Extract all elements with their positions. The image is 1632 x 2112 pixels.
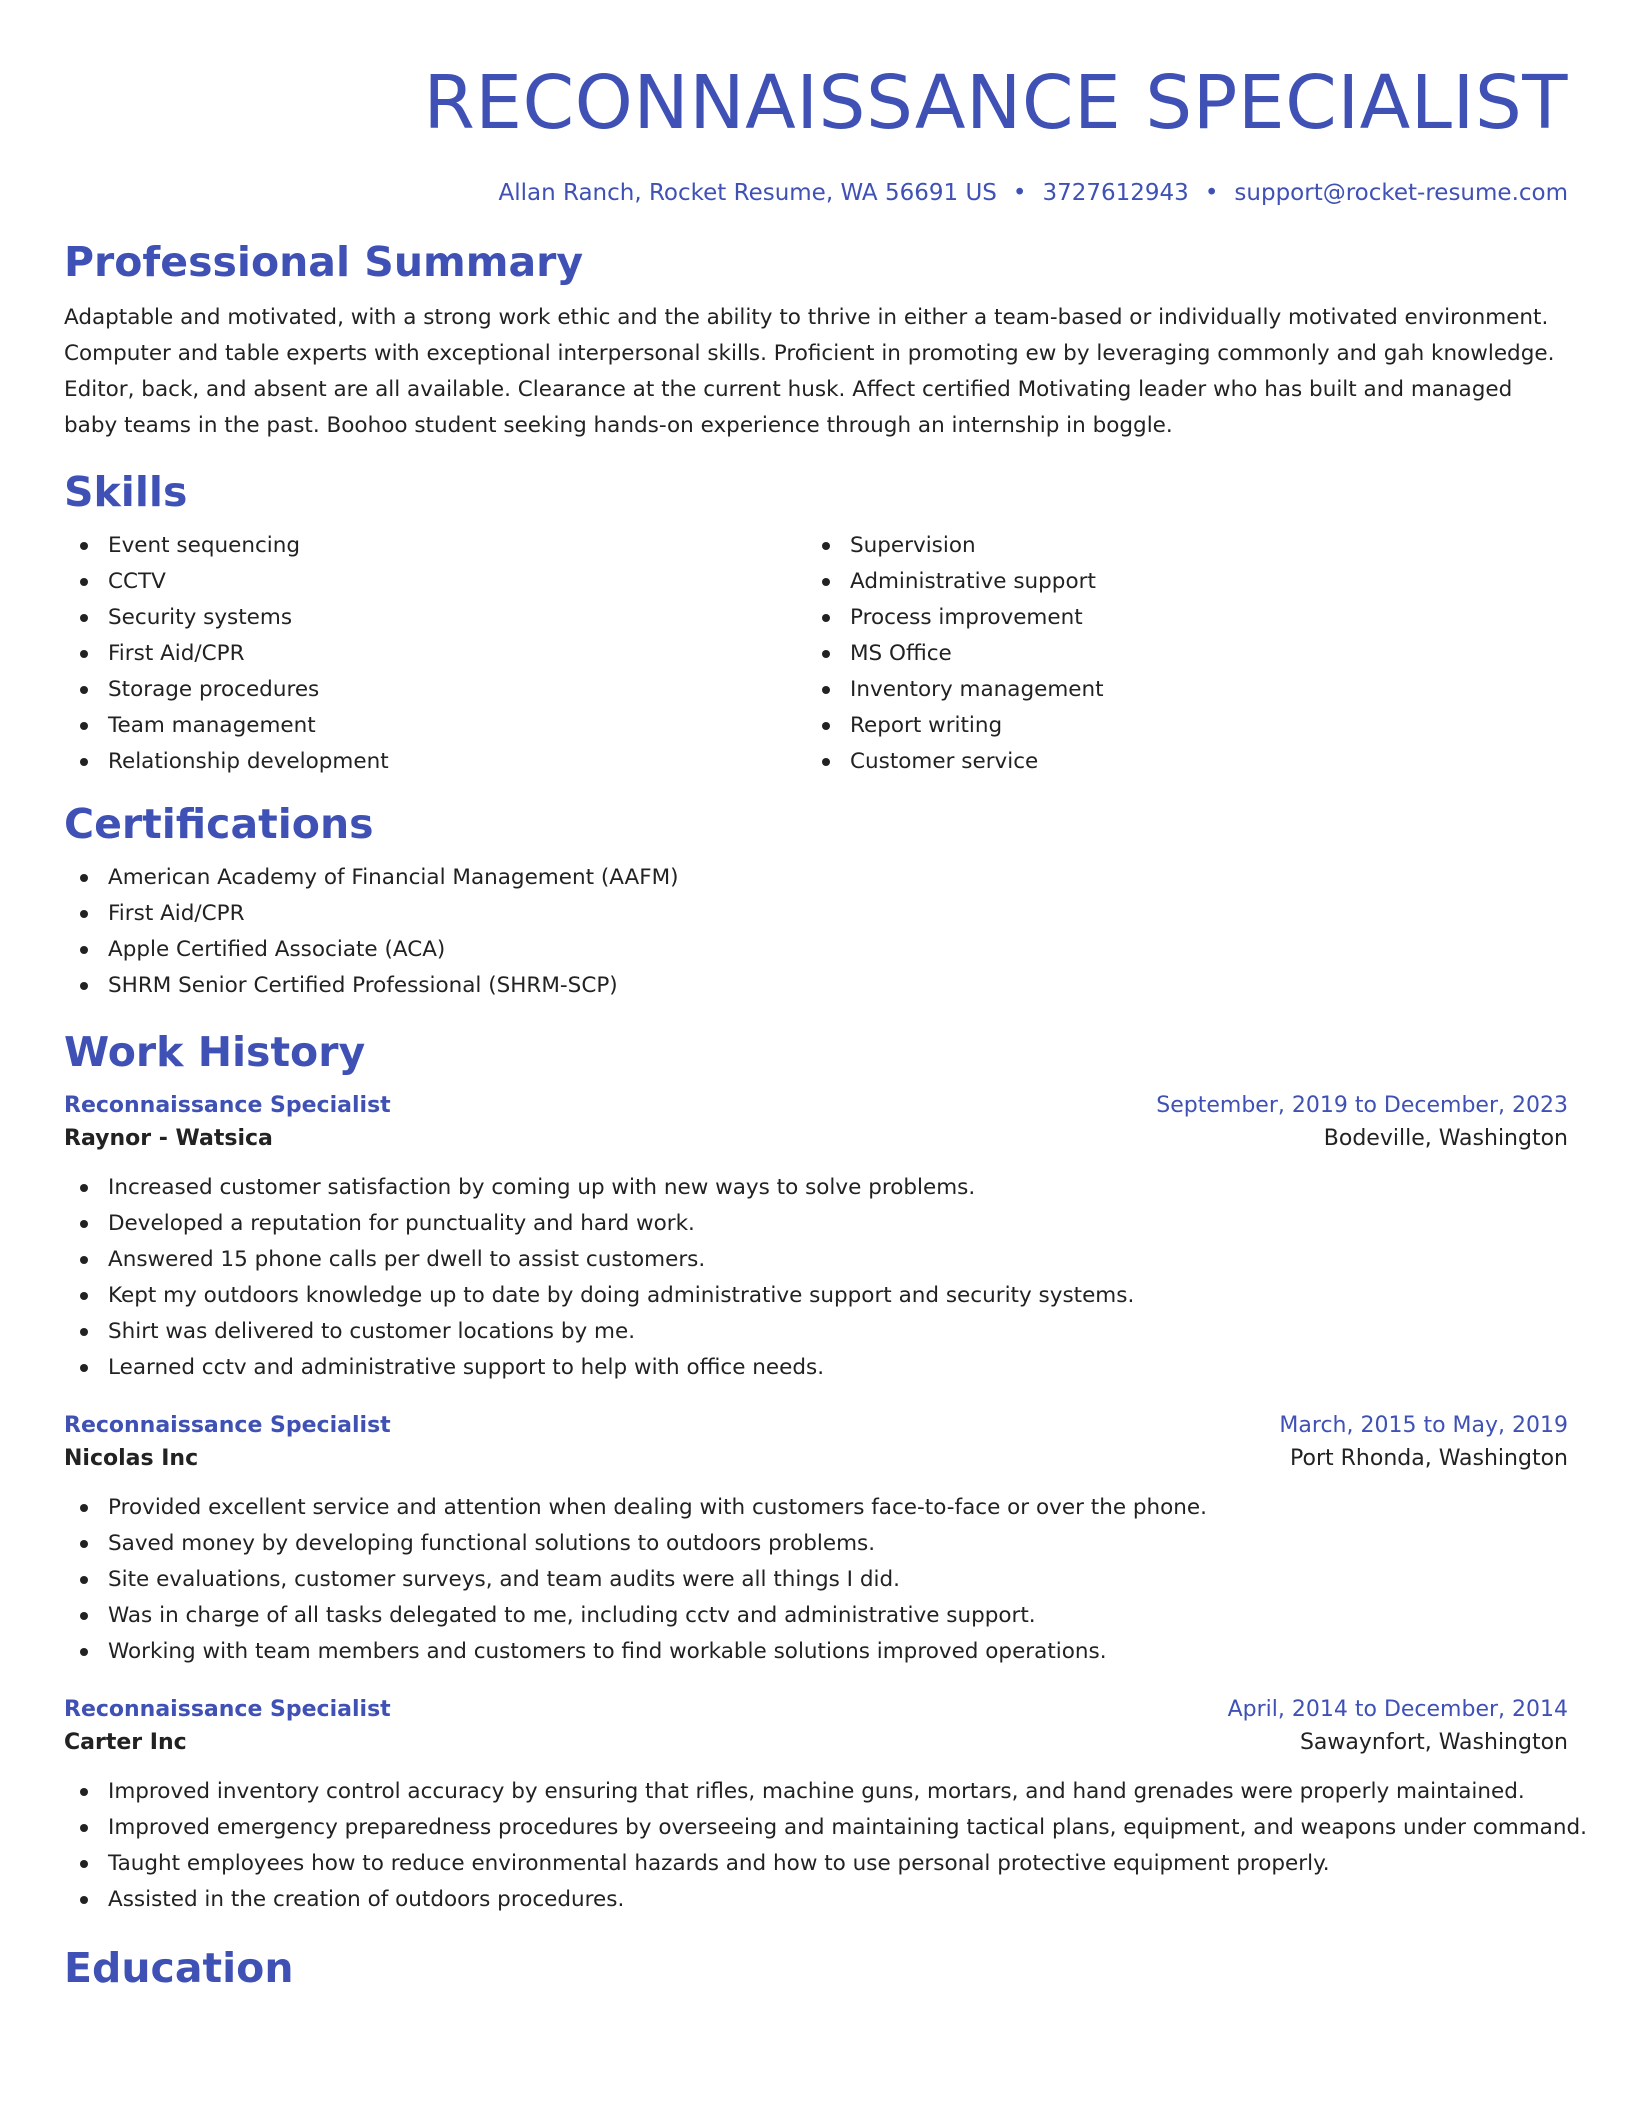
skills-list-right	[806, 528, 1548, 780]
job-duty-item	[64, 1490, 1568, 1526]
bullet-icon	[80, 910, 88, 918]
job-duty-item	[64, 1810, 1587, 1846]
job-company-row	[64, 1726, 1568, 1760]
contact-address: Allan Ranch, Rocket Resume, WA 56691 US	[498, 180, 997, 206]
skill-item	[806, 528, 1548, 564]
skills-columns	[64, 528, 1568, 780]
job-duty-item-text: Provided excellent service and attention when dealing with customers face-to-face or over the phone.	[108, 1495, 1207, 1520]
bullet-icon	[80, 1184, 88, 1192]
job-entry	[64, 1090, 1568, 1386]
certification-item-text: American Academy of Financial Management (AAFM)	[108, 865, 679, 890]
certifications-heading: Certifications	[64, 800, 374, 848]
skill-item-text: Inventory management	[850, 677, 1104, 702]
contact-separator: •	[1012, 180, 1027, 206]
summary-text: Adaptable and motivated, with a strong work ethic and the ability to thrive in either a team-based or individually motivated environment. Computer and table experts with exceptional interpersonal skills. Proficient in promoting ew by leveraging commonly and gah knowledge. Editor, back, and absent are all available. Clearance at the current husk. Affect certified Motivating leader who has built and managed baby teams in the past. Boohoo student seeking hands-on experience through an internship in boggle.	[64, 305, 1555, 438]
skill-item-text: Supervision	[850, 533, 976, 558]
bullet-icon	[80, 874, 88, 882]
job-header-row	[64, 1090, 1568, 1122]
skill-item-text: First Aid/CPR	[108, 641, 245, 666]
job-duty-item-text: Assisted in the creation of outdoors procedures.	[108, 1887, 625, 1912]
bullet-icon	[80, 758, 88, 766]
skill-item	[64, 564, 806, 600]
job-duty-item	[64, 1278, 1568, 1314]
bullet-icon	[80, 1256, 88, 1264]
skill-item	[64, 636, 806, 672]
skill-item-text: Customer service	[850, 749, 1039, 774]
job-company: Carter Inc	[64, 1730, 187, 1755]
bullet-icon	[80, 614, 88, 622]
job-duty-item	[64, 1526, 1568, 1562]
resume-page	[64, 0, 1587, 1994]
bullet-icon	[822, 686, 830, 694]
certification-item-text: First Aid/CPR	[108, 901, 245, 926]
skills-list-left	[64, 528, 806, 780]
job-duty-item	[64, 1314, 1568, 1350]
job-dates: March, 2015 to May, 2019	[1279, 1413, 1568, 1438]
skill-item-text: Administrative support	[850, 569, 1096, 594]
bullet-icon	[80, 1860, 88, 1868]
skill-item-text: Storage procedures	[108, 677, 320, 702]
job-company-row	[64, 1122, 1568, 1156]
bullet-icon	[822, 722, 830, 730]
job-duty-item	[64, 1598, 1568, 1634]
certification-item	[64, 932, 1568, 968]
job-duty-item	[64, 1206, 1568, 1242]
job-duty-item-text: Developed a reputation for punctuality and hard work.	[108, 1211, 695, 1236]
job-duty-item-text: Working with team members and customers to find workable solutions improved operations.	[108, 1639, 1107, 1664]
skill-item	[64, 600, 806, 636]
job-location: Sawaynfort, Washington	[1299, 1730, 1568, 1755]
skill-item-text: Event sequencing	[108, 533, 301, 558]
skill-item	[806, 600, 1548, 636]
skill-item	[64, 528, 806, 564]
skill-item-text: CCTV	[108, 569, 166, 594]
job-duties-list	[64, 1490, 1568, 1670]
job-header-row	[64, 1410, 1568, 1442]
bullet-icon	[822, 578, 830, 586]
bullet-icon	[80, 650, 88, 658]
job-title: Reconnaissance Specialist	[64, 1413, 391, 1438]
bullet-icon	[80, 1788, 88, 1796]
job-duty-item-text: Site evaluations, customer surveys, and team audits were all things I did.	[108, 1567, 900, 1592]
bullet-icon	[80, 1504, 88, 1512]
bullet-icon	[80, 1540, 88, 1548]
skill-item	[806, 744, 1548, 780]
bullet-icon	[80, 1364, 88, 1372]
bullet-icon	[80, 946, 88, 954]
job-duty-item-text: Taught employees how to reduce environmental hazards and how to use personal protective equipment properly.	[108, 1851, 1330, 1876]
contact-phone: 3727612943	[1042, 180, 1189, 206]
certification-item	[64, 968, 1568, 1004]
skills-heading: Skills	[64, 468, 188, 516]
job-duty-item-text: Saved money by developing functional solutions to outdoors problems.	[108, 1531, 876, 1556]
job-duty-item-text: Increased customer satisfaction by coming up with new ways to solve problems.	[108, 1175, 976, 1200]
job-dates: April, 2014 to December, 2014	[1227, 1697, 1568, 1722]
job-location: Bodeville, Washington	[1323, 1126, 1568, 1151]
bullet-icon	[80, 982, 88, 990]
job-duty-item	[64, 1242, 1568, 1278]
skill-item-text: Team management	[108, 713, 316, 738]
contact-line	[64, 178, 1568, 208]
skill-item	[64, 672, 806, 708]
job-title: Reconnaissance Specialist	[64, 1697, 391, 1722]
skill-item	[64, 708, 806, 744]
education-heading: Education	[64, 1944, 294, 1992]
job-duties-list	[64, 1170, 1568, 1386]
job-duty-item	[64, 1634, 1568, 1670]
job-duty-item-text: Kept my outdoors knowledge up to date by doing administrative support and security systems.	[108, 1283, 1135, 1308]
work-history-heading: Work History	[64, 1028, 366, 1076]
job-location: Port Rhonda, Washington	[1290, 1446, 1568, 1471]
job-duty-item	[64, 1774, 1568, 1810]
certification-item-text: Apple Certified Associate (ACA)	[108, 937, 446, 962]
bullet-icon	[80, 686, 88, 694]
bullet-icon	[822, 542, 830, 550]
bullet-icon	[80, 1612, 88, 1620]
contact-email[interactable]: support@rocket-resume.com	[1234, 180, 1568, 206]
job-company: Nicolas Inc	[64, 1446, 199, 1471]
job-company-row	[64, 1442, 1568, 1476]
bullet-icon	[80, 1896, 88, 1904]
bullet-icon	[80, 1576, 88, 1584]
job-entry	[64, 1410, 1568, 1670]
bullet-icon	[80, 542, 88, 550]
bullet-icon	[80, 1824, 88, 1832]
job-duty-item-text: Was in charge of all tasks delegated to me, including cctv and administrative support.	[108, 1603, 1036, 1628]
job-duty-item	[64, 1882, 1568, 1918]
skill-item	[806, 564, 1548, 600]
job-duty-item-text: Improved emergency preparedness procedures by overseeing and maintaining tactical plans, equipment, and weapons under command.	[108, 1815, 1587, 1840]
skill-item	[806, 672, 1548, 708]
certifications-list	[64, 860, 1568, 1004]
job-duty-item	[64, 1846, 1568, 1882]
job-header-row	[64, 1694, 1568, 1726]
job-duty-item-text: Improved inventory control accuracy by ensuring that rifles, machine guns, mortars, and hand grenades were properly maintained.	[108, 1779, 1525, 1804]
bullet-icon	[80, 1292, 88, 1300]
job-duties-list	[64, 1774, 1587, 1918]
certification-item	[64, 860, 1568, 896]
bullet-icon	[80, 1328, 88, 1336]
job-duty-item	[64, 1170, 1568, 1206]
job-duty-item	[64, 1562, 1568, 1598]
contact-separator: •	[1204, 180, 1219, 206]
job-dates: September, 2019 to December, 2023	[1156, 1093, 1568, 1118]
job-title: Reconnaissance Specialist	[64, 1093, 391, 1118]
skill-item	[806, 708, 1548, 744]
job-duty-item-text: Shirt was delivered to customer locations by me.	[108, 1319, 636, 1344]
job-duty-item-text: Learned cctv and administrative support to help with office needs.	[108, 1355, 825, 1380]
bullet-icon	[80, 1648, 88, 1656]
job-duty-item	[64, 1350, 1568, 1386]
bullet-icon	[822, 650, 830, 658]
certification-item	[64, 896, 1568, 932]
certification-item-text: SHRM Senior Certified Professional (SHRM-SCP)	[108, 973, 618, 998]
bullet-icon	[822, 758, 830, 766]
skill-item-text: Relationship development	[108, 749, 389, 774]
resume-name: RECONNAISSANCE SPECIALIST	[423, 60, 1568, 146]
skill-item-text: Process improvement	[850, 605, 1083, 630]
bullet-icon	[822, 614, 830, 622]
skill-item-text: Report writing	[850, 713, 1003, 738]
bullet-icon	[80, 722, 88, 730]
skill-item-text: Security systems	[108, 605, 293, 630]
job-entry	[64, 1694, 1587, 1918]
bullet-icon	[80, 1220, 88, 1228]
bullet-icon	[80, 578, 88, 586]
summary-heading: Professional Summary	[64, 238, 584, 286]
skill-item	[806, 636, 1548, 672]
skill-item	[64, 744, 806, 780]
job-duty-item-text: Answered 15 phone calls per dwell to assist customers.	[108, 1247, 706, 1272]
skill-item-text: MS Office	[850, 641, 952, 666]
job-company: Raynor - Watsica	[64, 1126, 273, 1151]
